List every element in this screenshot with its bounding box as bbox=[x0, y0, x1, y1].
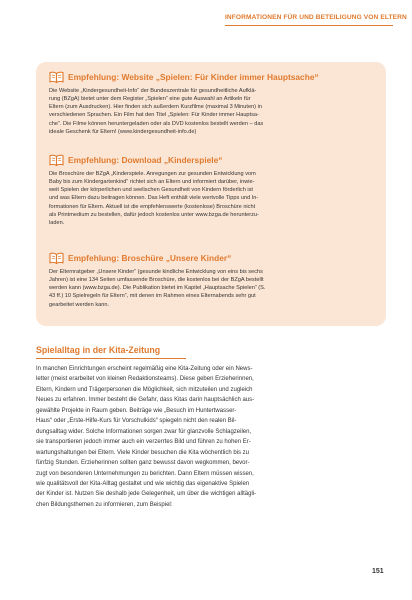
open-book-icon bbox=[49, 154, 64, 166]
text-line: dungsalltag wider. Solche Informationen sorgen zwar für glanzvolle Schlagzeilen, bbox=[36, 428, 252, 435]
text-line: Haus“ oder „Erste-Hilfe-Kurs für Vorschulkids“ spiegeln nicht den realen Bil- bbox=[36, 418, 237, 425]
running-header: INFORMATIONEN FÜR UND BETEILIGUNG VON ELTERN bbox=[225, 14, 407, 21]
text-line: wie qualitätsvoll der Kita-Alltag gestaltet und wie wichtig das eigenaktive Spielen bbox=[36, 480, 250, 487]
recommendation-title: Empfehlung: Website „Spielen: Für Kinder immer Hauptsache“ bbox=[68, 72, 319, 82]
header-rule bbox=[225, 25, 393, 26]
text-line: Eltern (zum Ausdrucken). Hier finden sich außerdem Kurzfilme (maximal 3 Minuten) in bbox=[49, 104, 262, 111]
page-number: 151 bbox=[372, 568, 384, 575]
text-line: verschiedenen Sprachen. Ein Film hat den Titel „Spielen: Für Kinder immer Hauptsa- bbox=[49, 112, 259, 119]
text-line: und was Eltern dazu beitragen können. Das Heft enthält viele wertvolle Tipps und In- bbox=[49, 195, 259, 202]
text-line: 43 ff.) 10 Spielregeln für Eltern“, mit denen im Rahmen eines Elternabends sehr gut bbox=[49, 293, 256, 300]
text-line: Eltern, Kindern und Trägerpersonen die Möglichkeit, sich mitzuteilen und zugleich bbox=[36, 386, 253, 393]
text-line: der Kinder ist. Nutzen Sie deshalb jede Gelegenheit, um über die wichtigen alltägli- bbox=[36, 491, 257, 498]
text-line: werden kann (www.bzga.de). Die Publikation bietet im Kapitel „Hauptsache Spielen“ (S. bbox=[49, 285, 266, 292]
section-body bbox=[36, 364, 378, 510]
text-line: Die Broschüre der BZgA „Kinderspiele. Anregungen zur gesunden Entwicklung vom bbox=[49, 171, 256, 177]
text-line: laden. bbox=[49, 219, 65, 226]
text-line: weit Spielen der körperlichen und seelischen Gesundheit von Kindern förderlich ist bbox=[49, 187, 253, 194]
text-line: fünfzig Stunden. Erzieherinnen sollten ganz bewusst davon wegkommen, bevor- bbox=[36, 460, 250, 467]
text-line: letter (meist erarbeitet von kleinen Redaktionsteams). Diese geben Erzieherinnen, bbox=[36, 376, 254, 383]
text-line: gearbeitet werden kann. bbox=[49, 301, 110, 308]
text-line: gewählte Projekte in Raum geben. Beiträge wie „Besuch im Huntertwasser- bbox=[36, 407, 237, 414]
text-line: chen Bildungsthemen zu informieren, zum Beispiel: bbox=[36, 501, 173, 508]
text-line: ideale Geschenk für Eltern! (www.kindergesundheit-info.de) bbox=[49, 128, 197, 135]
recommendation-title: Empfehlung: Download „Kinderspiele“ bbox=[68, 155, 223, 165]
text-line: formationen für Eltern. Aktuell ist die empfehlenswerte (kostenlose) Broschüre nicht bbox=[49, 203, 256, 210]
recommendation-text bbox=[49, 87, 375, 136]
text-line: als Printmedium zu bestellen, dafür jedoch kostenlos unter www.bzga.de herunterzu- bbox=[49, 211, 259, 218]
text-line: Der Elternratgeber „Unsere Kinder“ (gesunde kindliche Entwicklung von eins bis sechs bbox=[49, 269, 263, 275]
text-line: sie transportieren jedoch immer auch ein verzerrtes Bild und führen zu hohen Er- bbox=[36, 439, 251, 446]
text-line: wartungshaltungen bei Eltern. Viele Kinder besuchen die Kita wöchentlich bis zu bbox=[36, 449, 250, 456]
text-line: zugt von besonderen Unternehmungen zu berichten. Dann Eltern müssen wissen, bbox=[36, 470, 254, 477]
text-line: Jahren) ist eine 134 Seiten umfassende Broschüre, die kostenlos bei der BZgA bestellt bbox=[49, 277, 264, 284]
text-line: che“. Die Filme können heruntergeladen oder als DVD kostenlos bestellt werden – das bbox=[49, 120, 264, 127]
section-title: Spielalltag in der Kita-Zeitung bbox=[36, 345, 161, 355]
text-line: Neues zu erfahren. Immer besteht die Gefahr, dass Kitas darin hauptsächlich aus- bbox=[36, 397, 255, 404]
recommendation-download bbox=[49, 153, 375, 227]
text-line: In manchen Einrichtungen erscheint regelmäßig eine Kita-Zeitung oder ein News- bbox=[36, 366, 253, 372]
recommendation-text bbox=[49, 268, 375, 309]
text-line: rung (BZgA) bietet unter dem Register „Spielen“ eine gute Auswahl an Artikeln für bbox=[49, 96, 251, 103]
recommendation-text bbox=[49, 170, 375, 227]
open-book-icon bbox=[49, 71, 64, 83]
section-rule bbox=[36, 358, 186, 359]
text-line: Die Website „Kindergesundheit-Info“ der Bundeszentrale für gesundheitliche Aufklä- bbox=[49, 88, 257, 94]
open-book-icon bbox=[49, 252, 64, 264]
recommendation-website bbox=[49, 70, 375, 136]
text-line: Baby bis zum Kindergartenkind“ richtet sich an Eltern und informiert darüber, inwie- bbox=[49, 179, 255, 186]
recommendation-brochure bbox=[49, 251, 375, 309]
recommendation-title: Empfehlung: Broschüre „Unsere Kinder“ bbox=[68, 253, 232, 263]
